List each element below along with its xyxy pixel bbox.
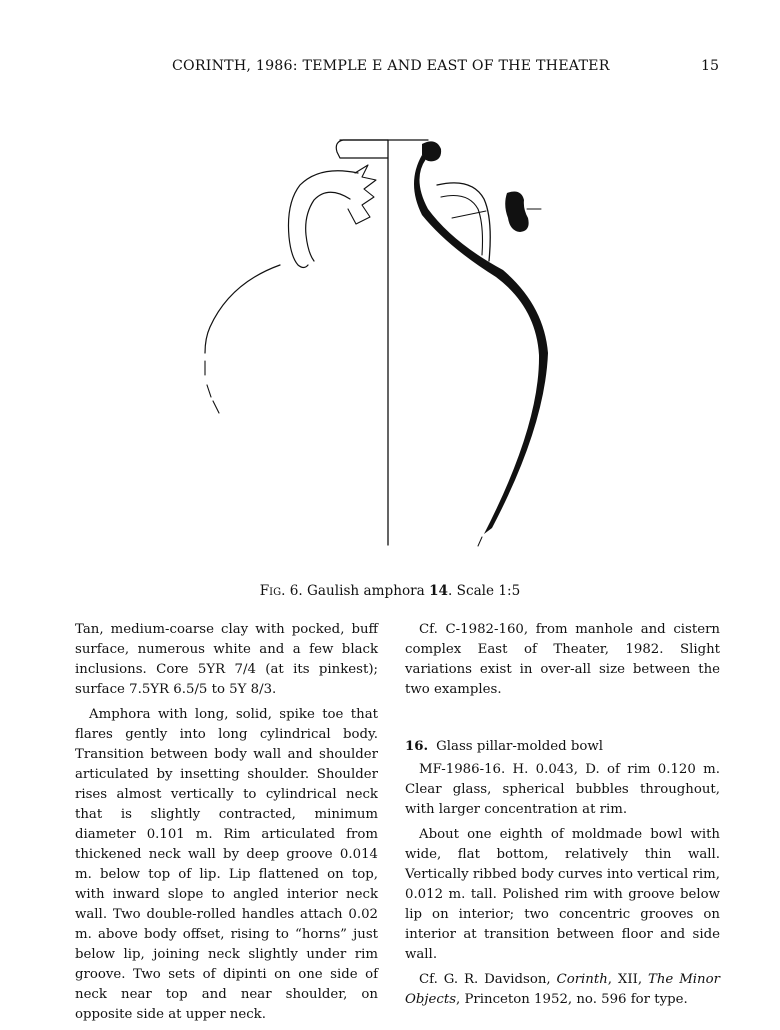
bib-series-title: Corinth: [556, 972, 608, 987]
toe-tip: [478, 537, 482, 546]
caption-label: Fig. 6.: [259, 583, 303, 599]
bib-suffix: , Princeton 1952, no. 596 for type.: [456, 992, 688, 1007]
comparanda-paragraph: Cf. C-1982-160, from manhole and cistern complex East of Theater, 1982. Slight variations exist in over-all size between the two examples.: [405, 622, 720, 697]
bibliography-paragraph: [405, 970, 720, 1010]
caption-text: Gaulish amphora: [302, 583, 430, 599]
handle-left-outer: [288, 171, 358, 268]
running-head: [0, 58, 780, 78]
handle-left-inner: [306, 192, 350, 261]
caption-suffix: . Scale 1:5: [448, 583, 521, 599]
inventory-paragraph: MF-1986-16. H. 0.043, D. of rim 0.120 m. Clear glass, spherical bubbles throughout, with larger concentration at rim.: [405, 762, 720, 817]
bib-prefix: Cf. G. R. Davidson,: [419, 972, 557, 987]
right-column: [405, 620, 720, 1015]
fracture-edge: [348, 165, 376, 224]
bowl-description: About one eighth of moldmade bowl with wide, flat bottom, relatively thin wall. Vertically ribbed body curves into vertical rim, 0.012 m. tall. Polished rim with groove below lip on interior; two concentric grooves on interior at transition between floor and side wall.: [405, 827, 720, 962]
rim-profile-left: [336, 140, 388, 158]
entry-number: 16.: [405, 739, 429, 754]
running-title: CORINTH, 1986: TEMPLE E AND EAST OF THE THEATER: [172, 58, 610, 74]
clay-description: Tan, medium-coarse clay with pocked, buff surface, numerous white and a few black inclusions. Core 5YR 7/4 (at its pinkest); surface 7.5YR 6.5/5 to 5Y 8/3.: [75, 622, 378, 697]
handle-join-line: [452, 211, 486, 218]
amphora-drawing: [190, 125, 560, 555]
shape-description: Amphora with long, solid, spike toe that flares gently into long cylindrical body. Transition between body wall and shoulder articulated by insetting shoulder. Shoulder rises almost vertically to cylindrical neck that is slightly contracted, minimum diameter 0.101 m. Rim articulated from thickened neck wall by deep groove 0.014 m. below top of lip. Lip flattened on top, with inward slope to angled interior neck wall. Two double-rolled handles attach 0.02 m. above body offset, rising to “horns” just below lip, joining neck slightly under rim groove. Two sets of dipinti on one side of neck near top and near shoulder, on opposite side at upper neck.: [75, 707, 378, 1022]
bib-book-title: The Minor Objects: [405, 972, 720, 1007]
caption-number: 14: [429, 583, 448, 599]
catalogue-entry-heading: [405, 737, 720, 757]
left-column: [75, 620, 378, 1030]
bib-volume: , XII,: [607, 972, 648, 987]
entry-title: Glass pillar-molded bowl: [436, 739, 604, 754]
figure-caption: [0, 583, 780, 599]
handle-section: [505, 192, 528, 232]
body-left: [205, 361, 219, 413]
shoulder-left: [205, 265, 280, 353]
page-number: 15: [701, 58, 720, 74]
